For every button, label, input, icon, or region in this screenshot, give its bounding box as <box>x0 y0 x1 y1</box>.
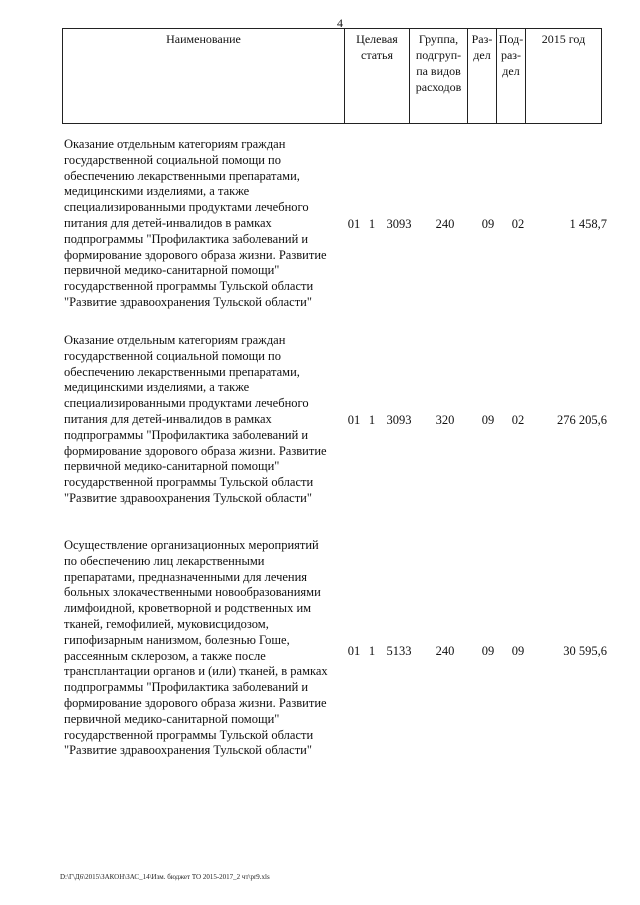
amount-2015: 1 458,7 <box>569 217 607 231</box>
table-header <box>62 28 602 124</box>
razdel-code: 09 <box>481 644 495 658</box>
group-code: 240 <box>435 217 455 231</box>
target-code-part: 1 <box>368 217 376 231</box>
row-name: Оказание отдельным категориям граждан государственной социальной помощи по обеспечению лекарственными препаратами, медицинскими изделиями, а также специализированными продуктами лечебного питания для детей-инвалидов в рамках подпрограммы "Профилактика заболеваний и формирование здорового образа жизни. Развитие первичной медико-санитарной помощи" государственной программы Тульской области "Развитие здравоохранения Тульской области" <box>64 137 327 309</box>
amount-2015: 276 205,6 <box>557 413 607 427</box>
target-code-part: 1 <box>368 644 376 658</box>
page-number: 4 <box>337 16 343 30</box>
header-group: Группа, подгруп- па видов расходов <box>410 29 468 124</box>
podrazdel-code: 02 <box>511 413 525 427</box>
target-code-part: 3093 <box>386 217 412 231</box>
header-razdel: Раз- дел <box>468 29 497 124</box>
row-name: Осуществление организационных мероприятий по обеспечению лиц лекарственными препаратами, предназначенными для лечения больных злокачественными новообразованиями лимфоидной, кроветворной и родственных им тканей, гемофилией, муковисцидозом, гипофизарным нанизмом, болезнью Гоше, рассеянным склерозом, а также после трансплантации органов и (или) тканей, в рамках подпрограммы "Профилактика заболеваний и формирование здорового образа жизни. Развитие первичной медико-санитарной помощи" государственной программы Тульской области "Развитие здравоохранения Тульской области" <box>64 538 328 758</box>
header-name: Наименование <box>63 29 345 124</box>
header-podrazdel: Под- раз- дел <box>497 29 526 124</box>
podrazdel-code: 02 <box>511 217 525 231</box>
header-target: Целевая статья <box>345 29 410 124</box>
podrazdel-code: 09 <box>511 644 525 658</box>
row-name: Оказание отдельным категориям граждан государственной социальной помощи по обеспечению лекарственными препаратами, медицинскими изделиями, а также специализированными продуктами лечебного питания для детей-инвалидов в рамках подпрограммы "Профилактика заболеваний и формирование здорового образа жизни. Развитие первичной медико-санитарной помощи" государственной программы Тульской области "Развитие здравоохранения Тульской области" <box>64 333 327 505</box>
header-row <box>63 29 602 124</box>
razdel-code: 09 <box>481 217 495 231</box>
group-code: 320 <box>435 413 455 427</box>
razdel-code: 09 <box>481 413 495 427</box>
group-code: 240 <box>435 644 455 658</box>
target-code-part: 01 <box>347 644 361 658</box>
file-path-footer: D:\Г\Д6\2015\ЗАКОН\ЗАС_14\Изм. бюджет ТО 2015-2017_2 чт\pr9.xls <box>60 873 270 881</box>
target-code-part: 01 <box>347 217 361 231</box>
amount-2015: 30 595,6 <box>563 644 607 658</box>
target-code-part: 3093 <box>386 413 412 427</box>
target-code-part: 5133 <box>386 644 412 658</box>
target-code-part: 1 <box>368 413 376 427</box>
target-code-part: 01 <box>347 413 361 427</box>
header-year: 2015 год <box>526 29 602 124</box>
